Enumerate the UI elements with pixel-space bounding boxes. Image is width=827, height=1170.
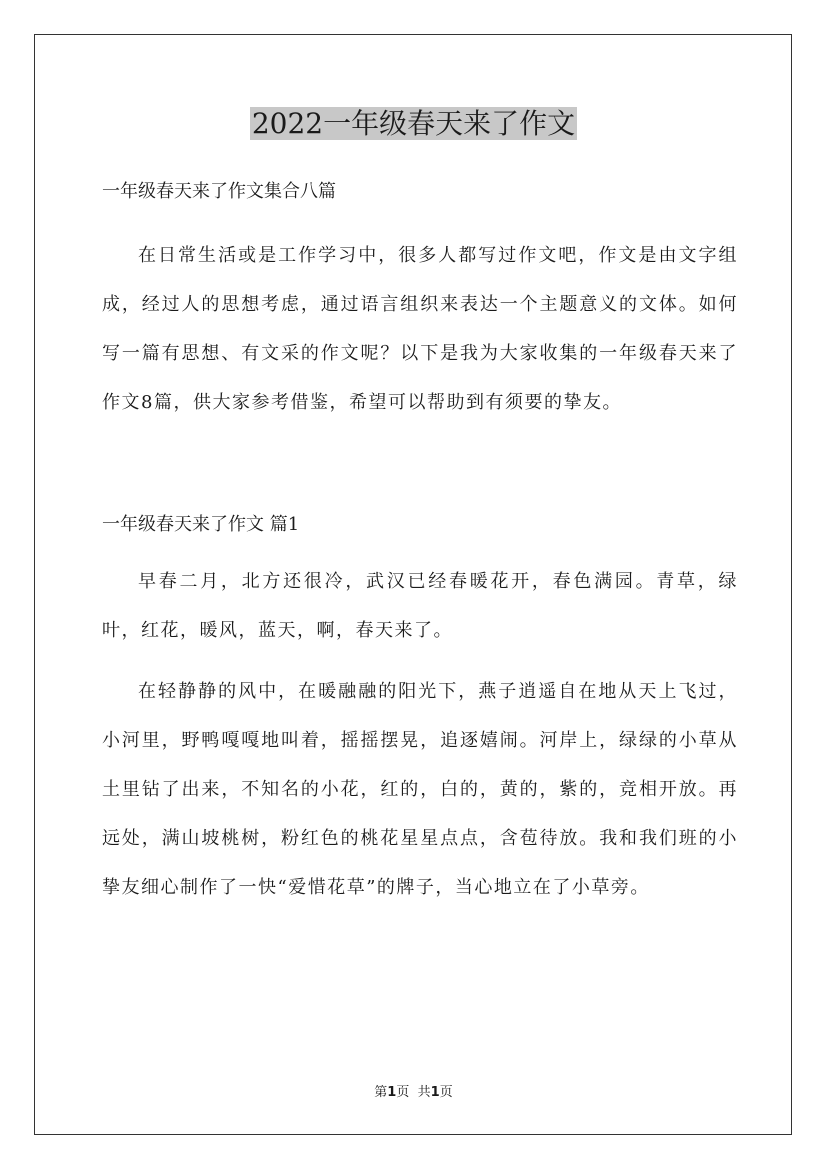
- section-heading: 一年级春天来了作文 篇1: [102, 514, 300, 535]
- document-body: [102, 172, 738, 912]
- document-title-text: 2022一年级春天来了作文: [251, 107, 576, 140]
- total-pages: 1: [430, 1085, 440, 1100]
- page-prefix: 第: [374, 1085, 388, 1100]
- total-prefix: 共: [417, 1085, 431, 1100]
- body-paragraph-2: 在轻静静的风中，在暖融融的阳光下，燕子逍遥自在地从天上飞过，小河里，野鸭嘎嘎地叫着，摇摇摆晃，追逐嬉闹。河岸上，绿绿的小草从土里钻了出来，不知名的小花，红的，白的，黄的，紫的，竞相开放。再远处，满山坡桃树，粉红色的桃花星星点点，含苞待放。我和我们班的小挚友细心制作了一快“爱惜花草”的牌子，当心地立在了小草旁。: [102, 681, 738, 898]
- page-suffix: 页: [396, 1085, 410, 1100]
- body-paragraph-1: 早春二月，北方还很冷，武汉已经春暖花开，春色满园。青草，绿叶，红花，暖风，蓝天，啊，春天来了。: [102, 571, 738, 641]
- document-subtitle: 一年级春天来了作文集合八篇: [102, 181, 336, 202]
- document-title: [0, 102, 827, 146]
- page-number: 1: [387, 1085, 397, 1100]
- page-footer: [0, 1083, 827, 1103]
- total-suffix: 页: [439, 1085, 453, 1100]
- intro-paragraph: 在日常生活或是工作学习中，很多人都写过作文吧，作文是由文字组成，经过人的思想考虑，通过语言组织来表达一个主题意义的文体。如何写一篇有思想、有文采的作文呢？以下是我为大家收集的一年级春天来了作文8篇，供大家参考借鉴，希望可以帮助到有须要的挚友。: [102, 245, 738, 413]
